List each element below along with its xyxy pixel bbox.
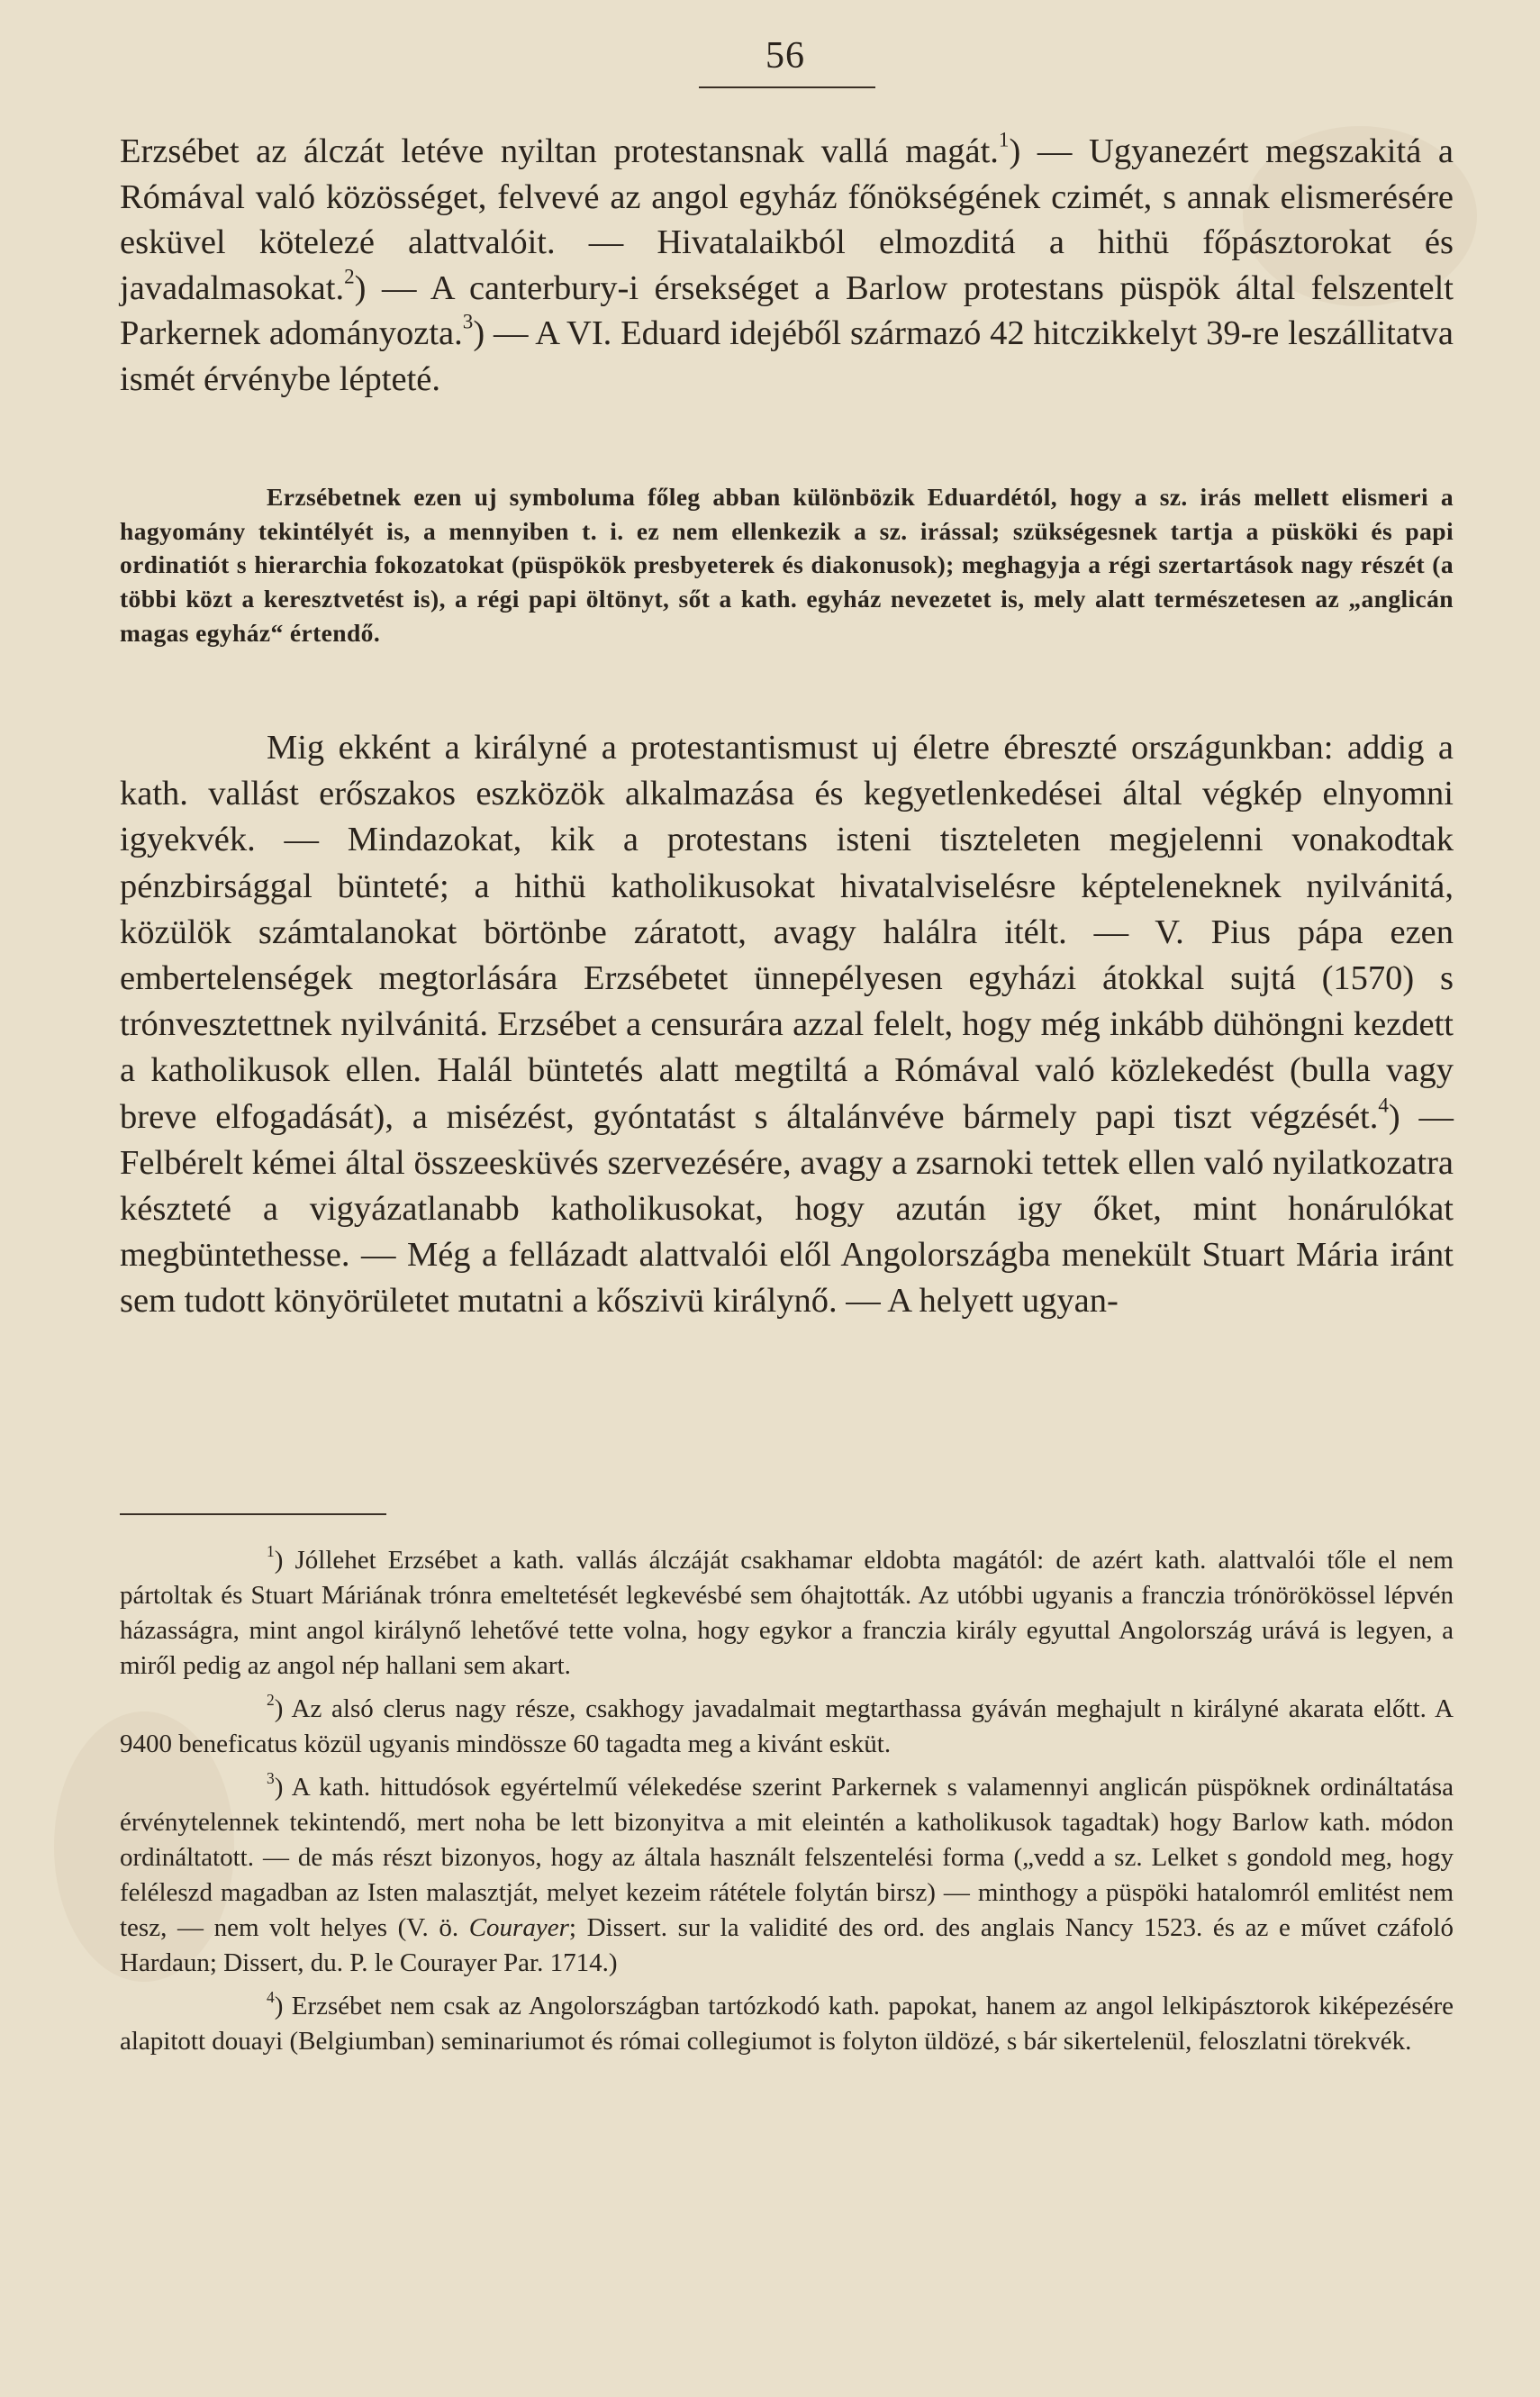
footnote-rule (120, 1513, 386, 1515)
main-text (120, 129, 1454, 402)
footnote (120, 1692, 1454, 1762)
text-run: Mig ekként a királyné a protestantismust uj életre ébreszté országunkban: addig a kath. vallást erőszakos eszközök alkalmazása és kegyetlenkedései által végkép elnyomni igyekvék. — Mindazokat, kik a protestans isteni tiszteleten megjelenni vonakodtak pénzbirsággal bünteté; a hithü katholikusokat hivatalviselésre képteleneknek nyilvánitá, közülök számtalanokat börtönbe záratott, avagy halálra itélt. — V. Pius pápa ezen embertelenségek megtorlására Erzsébetet ünnepélyesen egyházi átokkal sujtá (1570) s trónvesztettnek nyilvánitá. Erzsébet a censurára azzal felelt, hogy még inkább dühöngni kezdett a katholikusok ellen. Halál büntetés alatt megtiltá a Rómával való közlekedést (bulla vagy breve elfogadását), a misézést, gyóntatást s általánvéve bármely papi tiszt végzését. (120, 729, 1454, 1136)
footnote-ref: 2 (267, 1690, 275, 1709)
main-paragraph (120, 725, 1454, 1325)
footnotes (120, 1543, 1454, 2059)
footnote-ref: 4 (1378, 1093, 1389, 1117)
page-number: 56 (765, 35, 805, 77)
text-run: ) A kath. hittudósok egyértelmű vélekedése szerint Parkernek s valamennyi anglicán püspöknek ordináltatása érvénytelennek tekintendő, mert noha be lett bizonyitva a mit eleintén a katholikusok tagadtak) hogy Barlow kath. módon ordináltatott. — de más részt bizonyos, hogy az általa használt felszentelési forma („vedd a sz. Lelket s gondold meg, hogy feléleszd magadban az Isten malasztját, melyet kezeim rátétele folytán birsz) — minthogy a püspöki hatalomról emlitést nem tesz, — nem volt helyes (V. ö. (120, 1773, 1454, 1942)
footnote (120, 1770, 1454, 1981)
footnote-ref: 1 (267, 1541, 275, 1560)
footnote (120, 1543, 1454, 1684)
footnote-ref: 2 (344, 264, 355, 288)
text-run: ) Jóllehet Erzsébet a kath. vallás álczáját csakhamar eldobta magától: de azért kath. alattvalói tőle el nem pártoltak és Stuart Máriának trónra emeltetését legkevésbé sem óhajtották. Az utóbbi ugyanis a franczia trónörökössel lépvén házasságra, mint angol királynő lehetővé tette volna, hogy egykor a franczia király egyuttal Angolország urává is legyen, a miről pedig az angol nép hallani sem akart. (120, 1546, 1454, 1680)
text-run: ) Az alsó clerus nagy része, csakhogy javadalmait megtarthassa gyáván meghajult n királyné akarata előtt. A 9400 beneficatus közül ugyanis mindössze 60 tagadta meg a kivánt esküt. (120, 1694, 1454, 1758)
header-rule (699, 86, 875, 88)
text-run: ) — Ugyanezért megszakitá a Rómával való közösséget, felvevé az angol egyház főnökségének czimét, s annak elismerésére esküvel kötelezé alattvalóit. — Hivatalaikból elmozditá a hithü főpásztorokat és javadalmasokat. (120, 132, 1454, 307)
footnote-ref: 3 (267, 1768, 275, 1787)
main-paragraph (120, 129, 1454, 402)
footnote-ref: 3 (462, 309, 474, 333)
text-run: Erzsébet az álczát letéve nyiltan protestansnak vallá magát. (120, 132, 999, 170)
text-run: ) — A canterbury-i érsekséget a Barlow protestans püspök által felszentelt Parkernek adományozta. (120, 268, 1454, 352)
text-run: ) — Felbérelt kémei által összeesküvés szervezésére, avagy a zsarnoki tettek ellen való nyilatkozatra készteté a vigyázatlanabb katholikusokat, hogy azután igy őket, mint honárulókat megbüntethesse. — Még a fellázadt alattvalói elől Angolországba menekült Stuart Mária iránt sem tudott könyörületet mutatni a kőszivü királynő. — A helyett ugyan- (120, 1097, 1454, 1321)
text-run: ) Erzsébet nem csak az Angolországban tartózkodó kath. papokat, hanem az angol lelkipásztorok kiképezésére alapitott douayi (Belgiumban) seminariumot és római collegiumot is folyton üldözé, s bár sikertelenül, feloszlatni törekvék. (120, 1992, 1454, 2056)
footnote-ref: 1 (998, 127, 1010, 151)
italic-text: Courayer (468, 1913, 569, 1942)
footnote (120, 1989, 1454, 2059)
text-run: ) — A VI. Eduard idejéből származó 42 hitczikkelyt 39-re leszállitatva ismét érvénybe lépteté. (120, 314, 1454, 398)
text-run: ; Dissert. sur la validité des ord. des anglais Nancy 1523. és az e művet czáfoló Hardaun; Dissert, du. P. le Courayer Par. 1714.) (120, 1913, 1454, 1977)
main-text-continued (120, 725, 1454, 1325)
small-print-block (120, 480, 1454, 650)
footnote-ref: 4 (267, 1987, 275, 2006)
small-print-paragraph: Erzsébetnek ezen uj symboluma főleg abban különbözik Eduardétól, hogy a sz. irás mellett elismeri a hagyomány tekintélyét is, a mennyiben t. i. ez nem ellenkezik a sz. irással; szükségesnek tartja a püsköki és papi ordinatiót s hierarchia fokozatokat (püspökök presbyeterek és diakonusok); meghagyja a régi szertartások nagy részét (a többi közt a keresztvetést is), a régi papi öltönyt, sőt a kath. egyház nevezetet is, mely alatt természetesen az „anglicán magas egyház“ értendő. (120, 483, 1454, 647)
